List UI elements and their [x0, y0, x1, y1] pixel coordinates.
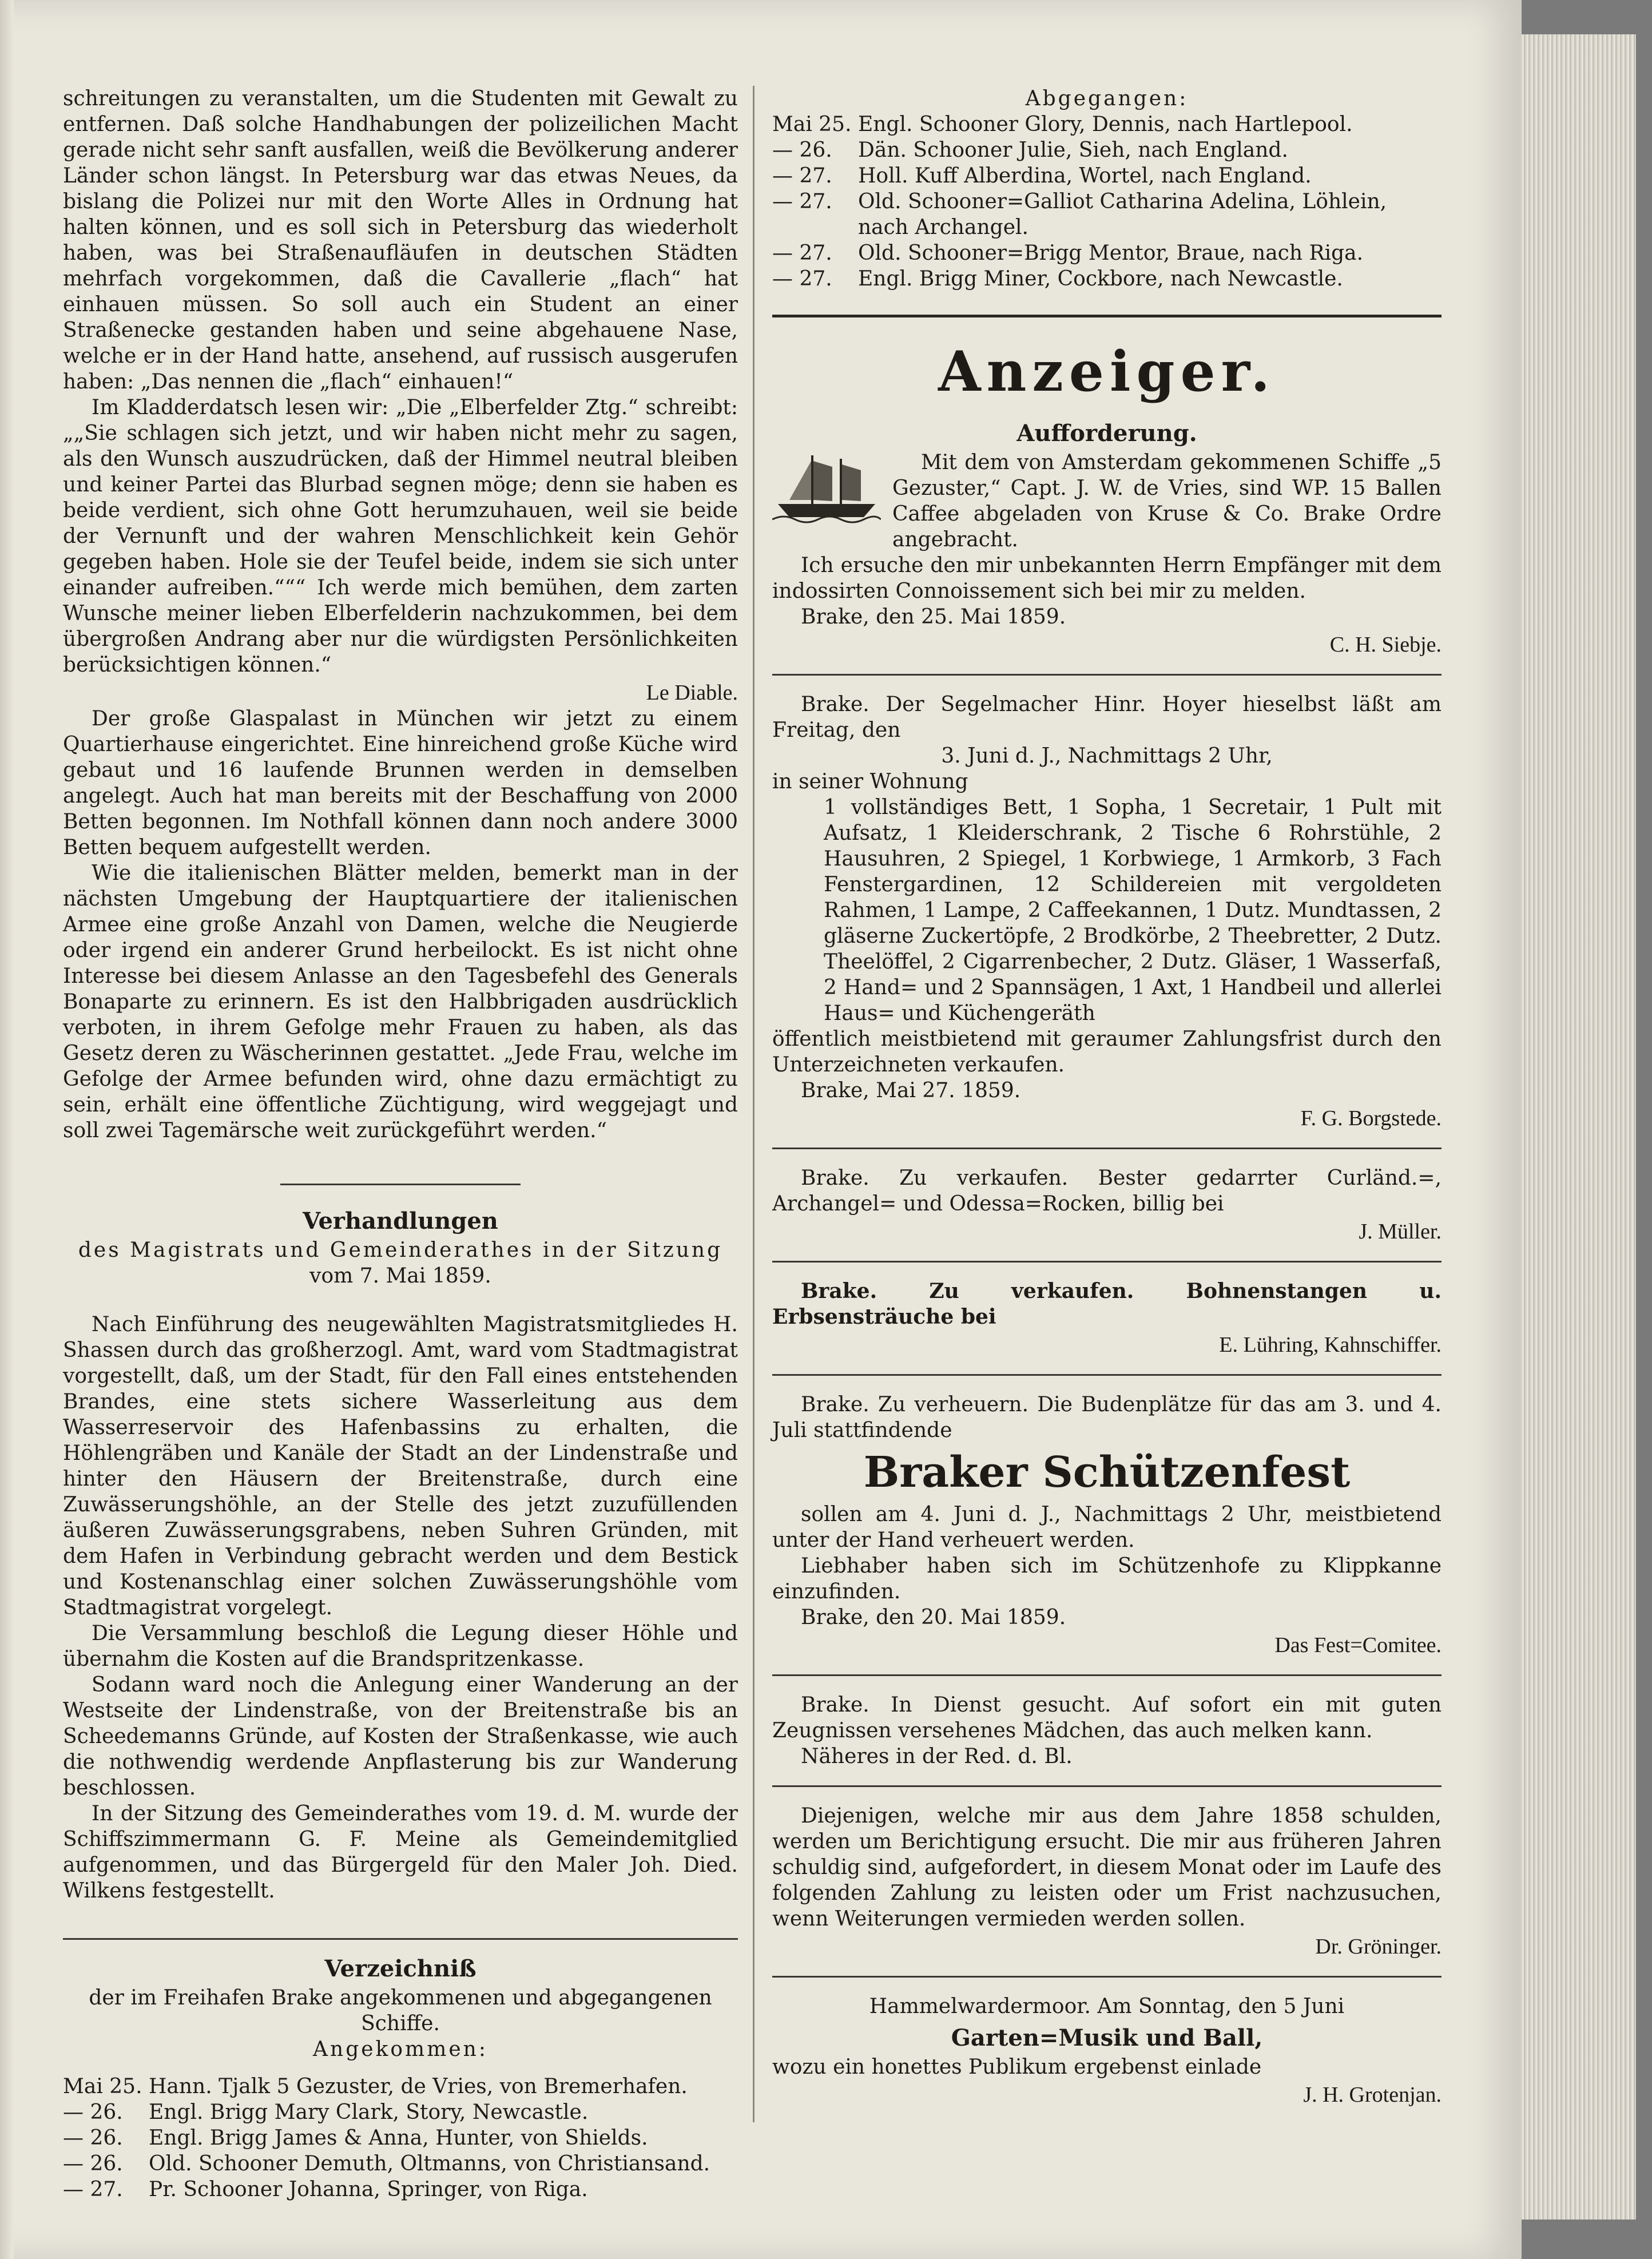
ad-block — [772, 1279, 1441, 1358]
gutter-shadow — [0, 0, 14, 2259]
section-divider — [772, 1374, 1441, 1376]
departed-ships-list — [772, 112, 1441, 292]
list-item: — 27. Engl. Brigg Miner, Cockbore, nach Newcastle. — [772, 267, 1343, 291]
section-subtitle: vom 7. Mai 1859. — [309, 1264, 491, 1288]
section-title: Verzeichniß — [324, 1955, 476, 1982]
list-item: Mai 25. Hann. Tjalk 5 Gezuster, de Vries, von Bremerhafen. — [63, 2075, 688, 2098]
ship-icon — [772, 450, 881, 524]
section-divider — [772, 315, 1441, 317]
left-column — [63, 86, 738, 2202]
signature: E. Lühring, Kahnschiffer. — [1219, 1333, 1441, 1357]
list-item: — 27. Old. Schooner=Galliot Catharina Adelina, Löhlein, nach Archangel. — [772, 190, 1387, 239]
list-item: — 27. Holl. Kuff Alberdina, Wortel, nach England. — [772, 164, 1312, 188]
article-paragraph: Im Kladderdatsch lesen wir: „Die „Elberfelder Ztg.“ schreibt: „„Sie schlagen sich jetzt, und wir haben nicht mehr zu sagen, als den Wunsch auszudrücken, daß der Himmel neutral bleiben und keiner Partei das Blurbad segnen möge; denn sie haben es beide verdient, sich ohne Gott herumzuhauen, weil sie beide der Vernunft und der wahren Menschlichkeit kein Gehör gegeben haben. Hole sie der Teufel beide, indem sie sich unter einander aufreiben.“““ Ich werde mich bemühen, dem zarten Wunsche meiner lieben Elberfelderin nachzukommen, bei dem übergroßen Andrang aber nur die würdigsten Persönlichkeiten berücksichtigen können.“ — [63, 396, 738, 677]
ad-title: Garten=Musik und Ball, — [951, 2024, 1263, 2051]
article-paragraph: Sodann ward noch die Anlegung einer Wanderung an der Westseite der Lindenstraße, von der Breitenstraße bis an Scheedemanns Gründe, auf Kosten der Straßenkasse, wie auch die nothwendig werdende Anpflasterung bis zur Wanderung beschlossen. — [63, 1673, 738, 1800]
section-subtitle: der im Freihafen Brake angekommenen und abgegangenen Schiffe. — [89, 1986, 712, 2035]
ad-text: Brake. Zu verheuern. Die Budenplätze für das am 3. und 4. Juli stattfindende — [772, 1393, 1441, 1442]
ad-text: Mit dem von Amsterdam gekommenen Schiffe „5 Gezuster,“ Capt. J. W. de Vries, sind WP. 15 Ballen Caffee abgeladen von Kruse & Co. Brake Ordre angebracht. — [892, 451, 1441, 551]
ad-text: 3. Juni d. J., Nachmittags 2 Uhr, — [941, 744, 1273, 768]
ad-text: Näheres in der Red. d. Bl. — [801, 1745, 1073, 1768]
signature: C. H. Siebje. — [1329, 633, 1441, 657]
ad-title: Aufforderung. — [1016, 420, 1197, 447]
list-item: — 26. Old. Schooner Demuth, Oltmanns, von Christiansand. — [63, 2152, 710, 2175]
section-divider — [772, 1785, 1441, 1787]
ad-date: Brake, den 25. Mai 1859. — [801, 605, 1066, 629]
signature: F. G. Borgstede. — [1300, 1106, 1441, 1130]
list-item: — 26. Engl. Brigg Mary Clark, Story, Newcastle. — [63, 2101, 589, 2124]
article-paragraph: Nach Einführung des neugewählten Magistratsmitgliedes H. Shassen durch das großherzogl. Amt, ward vom Stadtmagistrat vorgestellt, daß, um der Stadt, für den Fall eines entstehenden Brandes, eine stets sichere Wasserleitung aus dem Wasserreservoir des Hafenbassins zu erhalten, die Höhlengräben und Kanäle der Stadt an der Lindenstraße und hinter den Häusern der Breitenstraße, durch eine Zuwässerungshöhle, an der Stelle des jetzt zuzufüllenden äußeren Zuwässerungsgrabens, neben Suhren Gründen, mit dem Hafen in Verbindung gebracht werden und dem Bestick und Kostenanschlag einer solchen Zuwässerungshöhle vom Stadtmagistrat vorgelegt. — [63, 1313, 738, 1619]
ad-text: Liebhaber haben sich im Schützenhofe zu Klippkanne einzufinden. — [772, 1554, 1441, 1603]
list-item: Mai 25. Engl. Schooner Glory, Dennis, nach Hartlepool. — [772, 113, 1353, 136]
signature: Das Fest=Comitee. — [1274, 1633, 1441, 1657]
ad-block — [772, 1165, 1441, 1245]
ad-text: in seiner Wohnung — [772, 770, 968, 793]
ad-text: sollen am 4. Juni d. J., Nachmittags 2 Uhr, meistbietend unter der Hand verheuert werden. — [772, 1503, 1441, 1552]
list-title: Angekommen: — [313, 2038, 488, 2061]
right-column — [772, 86, 1441, 2113]
section-divider — [772, 1148, 1441, 1149]
section-title: Anzeiger. — [938, 339, 1276, 404]
ad-date: Brake, Mai 27. 1859. — [801, 1079, 1021, 1102]
signature: J. Müller. — [1359, 1220, 1441, 1244]
article-paragraph: Der große Glaspalast in München wir jetzt zu einem Quartierhause eingerichtet. Eine hinreichend große Küche wird gebaut und 16 laufende Brunnen werden in demselben angelegt. Auch hat man bereits mit der Beschaffung von 2000 Betten begonnen. Im Nothfall können dann noch andere 3000 Betten bequem aufgestellt werden. — [63, 707, 738, 859]
article-paragraph: Wie die italienischen Blätter melden, bemerkt man in der nächsten Umgebung der Hauptquartiere der italienischen Armee eine große Anzahl von Damen, welche die Neugierde oder irgend ein anderer Grund herbeilockt. Es ist nicht ohne Interesse bei diesem Anlasse an den Tagesbefehl des Generals Bonaparte zu erinnern. Es ist den Halbbrigaden ausdrücklich verboten, in ihrem Gefolge mehr Frauen zu haben, als das Gesetz deren zu Wäscherinnen gestattet. „Jede Frau, welche im Gefolge der Armee befunden wird, ohne dazu ermächtigt zu sein, erhält eine öffentliche Züchtigung, wird weggejagt und soll zwei Tagemärsche weit zurückgeführt werden.“ — [63, 861, 738, 1142]
ad-item-list: 1 vollständiges Bett, 1 Sopha, 1 Secretair, 1 Pult mit Aufsatz, 1 Kleiderschrank, 2 Tische 6 Rohrstühle, 2 Hausuhren, 2 Spiegel, 1 Korbwiege, 1 Armkorb, 3 Fach Fenstergardinen, 12 Schildereien mit vergoldeten Rahmen, 1 Lampe, 2 Caffeekannen, 1 Dutz. Mundtassen, 2 gläserne Zuckertöpfe, 2 Brodkörbe, 2 Theebretter, 2 Dutz. Theelöffel, 2 Cigarrenbecher, 2 Dutz. Gläser, 1 Wasserfaß, 2 Hand= und 2 Spannsägen, 1 Axt, 1 Handbeil und allerlei Haus= und Küchengeräth — [824, 796, 1441, 1025]
ad-text: Hammelwardermoor. Am Sonntag, den 5 Juni — [869, 1995, 1345, 2018]
article-paragraph: In der Sitzung des Gemeinderathes vom 19. d. M. wurde der Schiffszimmermann G. F. Meine als Gemeindemitglied aufgenommen, und das Bürgergeld für den Maler Joh. Died. Wilkens festgestellt. — [63, 1802, 738, 1903]
ad-text: Brake. Zu verkaufen. Bohnenstangen u. Erbsensträuche bei — [772, 1279, 1441, 1329]
section-divider — [280, 1184, 521, 1185]
ad-text: Ich ersuche den mir unbekannten Herrn Empfänger mit dem indossirten Connoissement sich bei mir zu melden. — [772, 554, 1441, 603]
signature: Le Diable. — [646, 681, 738, 705]
section-subtitle: des Magistrats und Gemeinderathes in der Sitzung — [78, 1238, 723, 1262]
signature: J. H. Grotenjan. — [1303, 2083, 1441, 2107]
section-divider — [772, 1976, 1441, 1978]
ad-block — [772, 1392, 1441, 1658]
ad-block — [772, 1803, 1441, 1960]
section-divider — [772, 1261, 1441, 1263]
ad-block — [772, 450, 1441, 658]
list-item: — 27. Old. Schooner=Brigg Mentor, Braue, nach Riga. — [772, 241, 1364, 265]
ad-title: Braker Schützenfest — [863, 1448, 1351, 1497]
section-divider — [63, 1938, 738, 1940]
ad-block — [772, 1994, 1441, 2108]
list-item: — 26. Dän. Schooner Julie, Sieh, nach England. — [772, 138, 1288, 162]
section-divider — [772, 1674, 1441, 1676]
ad-text: wozu ein honettes Publikum ergebenst einlade — [772, 2055, 1262, 2079]
section-title: Verhandlungen — [303, 1208, 498, 1234]
section-divider — [772, 674, 1441, 676]
ad-block — [772, 692, 1441, 1132]
signature: Dr. Gröninger. — [1315, 1935, 1441, 1959]
column-divider — [753, 86, 754, 2122]
list-title: Abgegangen: — [1025, 87, 1189, 110]
ad-text: Brake. Zu verkaufen. Bester gedarrter Curländ.=, Archangel= und Odessa=Rocken, billig bei — [772, 1166, 1441, 1216]
ad-date: Brake, den 20. Mai 1859. — [801, 1606, 1066, 1629]
list-item: — 26. Engl. Brigg James & Anna, Hunter, von Shields. — [63, 2126, 648, 2150]
article-paragraph: schreitungen zu veranstalten, um die Studenten mit Gewalt zu entfernen. Daß solche Handhabungen der polizeilichen Macht gerade nicht sehr sanft ausfallen, weiß die Bevölkerung anderer Länder schon längst. In Petersburg war das etwas Neues, da bislang die Polizei nur mit den Worte Alles in Ordnung hat halten können, und es soll sich in Petersburg das wiederholt haben, was bei Straßenaufläufen in deutschen Städten mehrfach vorgekommen, daß die Cavallerie „flach“ hat einhauen müssen. So soll auch ein Student an einer Straßenecke gestanden haben und seine abgehauene Nase, welche er in der Hand hatte, ansehend, auf russisch ausgerufen haben: „Das nennen die „flach“ einhauen!“ — [63, 87, 738, 394]
arrived-ships-list — [63, 2074, 738, 2202]
ad-text: Diejenigen, welche mir aus dem Jahre 1858 schulden, werden um Berichtigung ersucht. Die mir aus früheren Jahren schuldig sind, aufgefordert, in diesem Monat oder im Laufe des folgenden Zahlung zu leisten oder um Frist nachzusuchen, wenn Weiterungen vermieden werden sollen. — [772, 1804, 1441, 1931]
ad-text: Brake. In Dienst gesucht. Auf sofort ein mit guten Zeugnissen versehenes Mädchen, das auch melken kann. — [772, 1693, 1441, 1742]
ad-text: Brake. Der Segelmacher Hinr. Hoyer hieselbst läßt am Freitag, den — [772, 693, 1441, 742]
book-page-edge — [1522, 34, 1636, 2220]
list-item: — 27. Pr. Schooner Johanna, Springer, von Riga. — [63, 2178, 588, 2201]
article-paragraph: Die Versammlung beschloß die Legung dieser Höhle und übernahm die Kosten auf die Brandspritzenkasse. — [63, 1622, 738, 1671]
ad-block — [772, 1692, 1441, 1769]
ad-text: öffentlich meistbietend mit geraumer Zahlungsfrist durch den Unterzeichneten verkaufen. — [772, 1027, 1441, 1077]
